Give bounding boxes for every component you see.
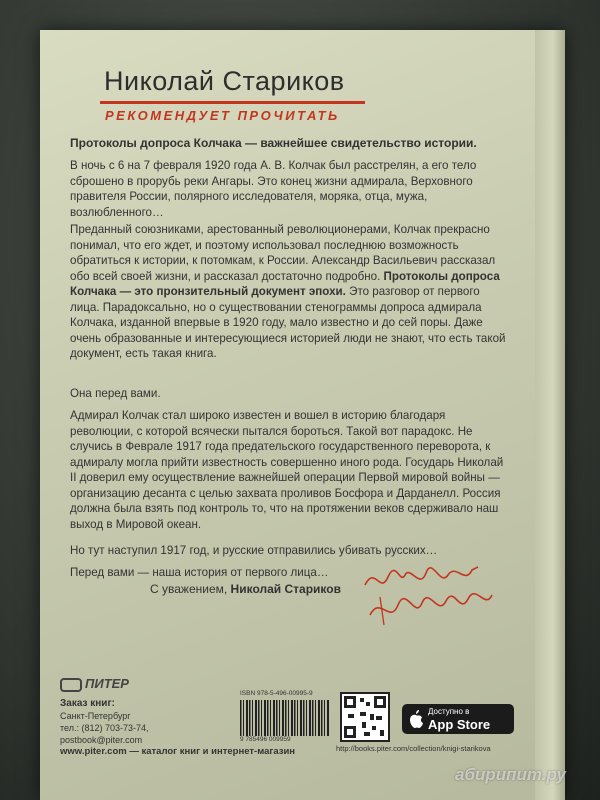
recommends-label: РЕКОМЕНДУЕТ ПРОЧИТАТЬ	[105, 108, 340, 123]
apple-icon	[408, 709, 424, 729]
isbn-text: ISBN 978-5-496-00995-9	[240, 690, 313, 697]
app-store-badge[interactable]	[402, 704, 514, 734]
publisher-logo-icon	[60, 678, 82, 692]
publisher-logo-text: ПИТЕР	[85, 676, 129, 691]
paragraph-2	[70, 222, 510, 362]
handwritten-signature	[360, 555, 500, 635]
order-info	[60, 698, 149, 746]
paragraph-2-bold: Протоколы допроса Колчака — это пронзительный документ эпохи.	[70, 269, 500, 298]
collection-url: http://books.piter.com/collection/knigi-starikova	[336, 744, 491, 753]
paragraph-4: Адмирал Колчак стал широко известен и вошел в историю благодаря революции, с которой всячески пытался бороться. Такой вот парадокс. Не случись в Феврале 1917 года предательского государственного переворота, к адмиралу могла прийти известность совершенно иного рода. Государь Николай II доверил ему осуществление важнейшей операции Первой мировой войны — организацию десанта с целью захвата проливов Босфора и Дарданелл. Россия должна была взять под контроль то, что на протяжении веков сдерживало наш выход в Мировой океан.	[70, 409, 504, 531]
order-city: Санкт-Петербург	[60, 711, 131, 721]
app-store-small-text: Доступно в	[428, 707, 470, 716]
barcode	[240, 690, 330, 746]
signature-prefix: С уважением,	[150, 582, 231, 596]
site-watermark: абирипит.ру	[455, 765, 566, 784]
barcode-bars	[240, 700, 330, 736]
paragraph-3: Она перед вами.	[70, 387, 161, 400]
order-heading: Заказ книг:	[60, 698, 115, 709]
publisher-logo	[60, 676, 129, 692]
author-underline	[100, 101, 365, 104]
barcode-number: 9 785496 009959	[240, 736, 291, 743]
order-phone: тел.: (812) 703-73-74,	[60, 723, 149, 733]
app-store-big-text: App Store	[428, 717, 491, 732]
paragraph-5: Но тут наступил 1917 год, и русские отправились убивать русских…	[70, 544, 438, 557]
paragraph-6: Перед вами — наша история от первого лица…	[70, 566, 329, 579]
paragraph-2-part-a: Преданный союзниками, арестованный революционерами, Колчак прекрасно понимал, что его ждет, и поэтому использовал последнюю возможность обратиться к истории, к потомкам, к России. Александр Васильевич рассказал обо всей своей жизни, и рассказал достаточно подробно.	[70, 223, 496, 283]
paragraph-1: В ночь с 6 на 7 февраля 1920 года А. В. Колчак был расстрелян, а его тело сброшено в прорубь реки Ангары. Это конец жизни адмирала, Верховного правителя России, полярного исследователя, моряка, отца, мужа, возлюбленного…	[70, 159, 477, 219]
publisher-site: www.piter.com — каталог книг и интернет-магазин	[60, 746, 296, 757]
signature-line	[150, 582, 341, 596]
signature-name: Николай Стариков	[230, 582, 341, 596]
order-email: postbook@piter.com	[60, 735, 143, 745]
qr-code-icon	[340, 692, 390, 742]
lead-paragraph: Протоколы допроса Колчака — важнейшее свидетельство истории.	[70, 136, 477, 150]
book-spine-edge	[535, 30, 565, 800]
paragraph-2-part-c: Это разговор от первого лица. Парадоксально, но о существовании стенограммы допроса адмирала Колчака, изданной впервые в 1920 году, мало известно и до сей поры. Даже очень образованные и интересующиеся историей люди не знают, что есть такой документ, есть такая книга.	[70, 285, 506, 360]
author-name: Николай Стариков	[104, 66, 345, 96]
